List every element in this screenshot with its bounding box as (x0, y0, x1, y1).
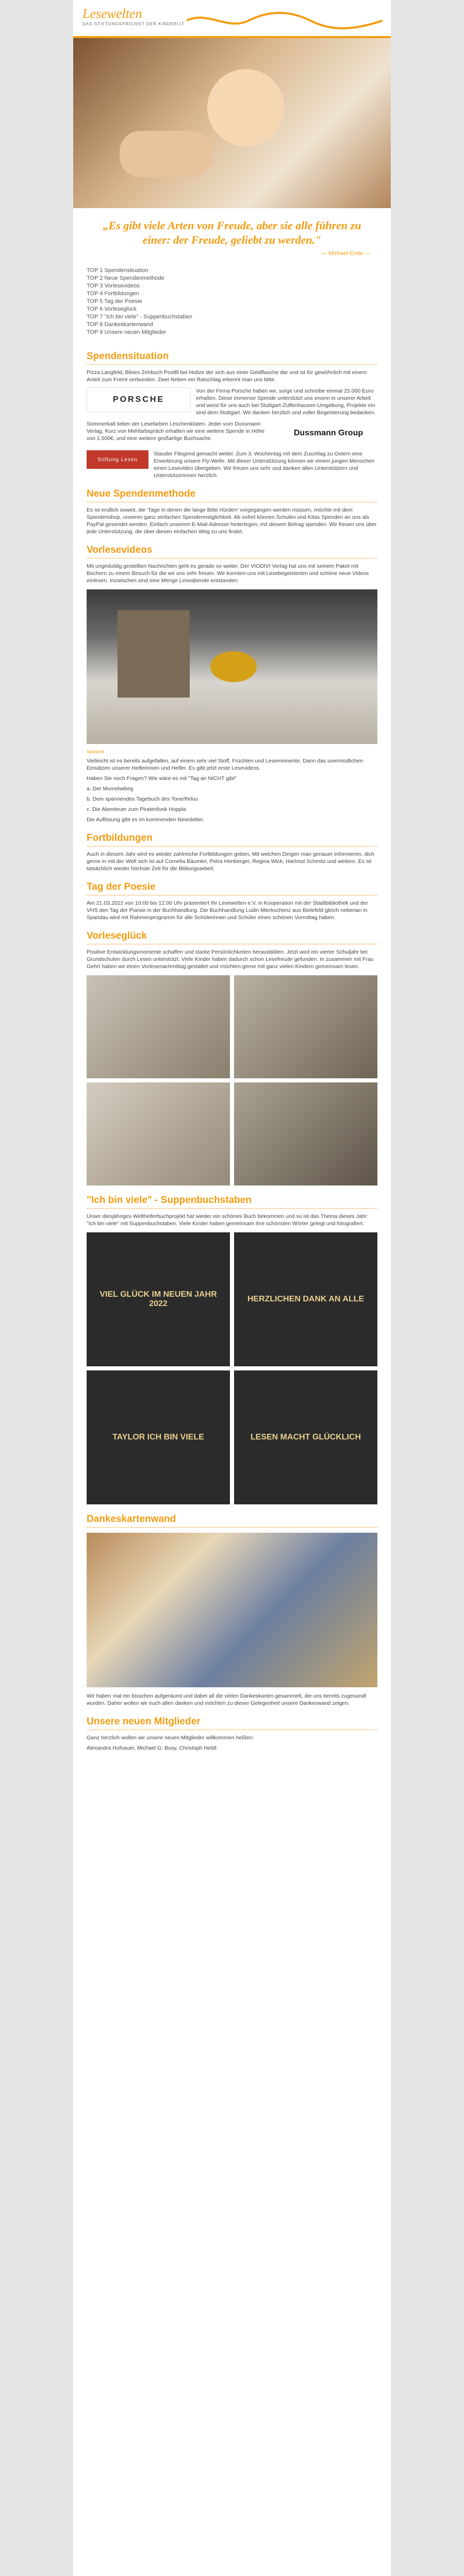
suppe-text: Unser diesjähriges Welthelferbuchprojekt hat wieder ein schönes Buch bekommen und so ist das Thema dieses Jahr: "Ich bin viele" mit Suppenbuchstaben. Viele Kinder haben gemeinsam ihre schönsten Wörter gelegt und fotografiert. (87, 1213, 368, 1227)
toc-item[interactable]: TOP 5 Tag der Poesie (87, 298, 142, 304)
section-title-videos: Vorlesevideos (87, 545, 377, 558)
lesewelten-logo[interactable] (82, 6, 185, 26)
hero-hand-shape (120, 131, 212, 177)
suppe-photo: VIEL GLÜCK IM NEUEN JAHR 2022 (87, 1232, 230, 1366)
table-of-contents (73, 262, 391, 342)
red-sponsor-logo: Stiftung Lesen (87, 450, 148, 469)
toc-item[interactable]: TOP 8 Dankeskartenwand (87, 321, 153, 328)
toc-item[interactable]: TOP 2 Neue Spendenmethode (87, 275, 164, 281)
hero-image (73, 38, 391, 208)
video-room-image (87, 589, 377, 744)
videos-text2: Vielleicht ist es bereits aufgefallen, auf einem sehr viel Stoff, Früchten und Lesemomente. Dann das unermüdlichen Einsätzen unserer Helferinnen und Helfer. Es gibt jetzt erste Lesevideos. (87, 758, 363, 771)
toc-item[interactable]: TOP 7 "Ich bin viele" - Suppenbuchstaben (87, 314, 192, 320)
bookshelf-shape (118, 610, 190, 698)
videos-text: Mit ungeduldig gestellten Nachrichten geht es gerade so weiter. Der VIODIVI Verlag hat uns mit seinem Paket mit Büchern zu einem Besuch für die wir uns sehr freuen. Wir konnten uns mit Lesebegeisterten und schöne neue Videos einlesen. Inzwischen sind eine Menge Leseabende entstanden. (87, 563, 369, 584)
suppe-photo: LESEN MACHT GLÜCKLICH (234, 1370, 377, 1504)
logo-brand: Lesewelten (82, 6, 142, 21)
header (73, 0, 391, 38)
glueck-photo (234, 975, 377, 1078)
section-title-glueck: Vorleseglück (87, 930, 377, 944)
dussmann-text: Sommerkalt lieber der Lesefarben Leschenktaten. Jeder vom Dussmann Verlag, Kurz von Mehfarbspräch erhalten wir eine weitere Spende in Höhe von 1.500€, und eine weitere großartige Buchsache. (87, 421, 264, 442)
glueck-photos (87, 975, 377, 1185)
suppe-photo: TAYLOR ICH BIN VIELE (87, 1370, 230, 1504)
videos-list-item: b. Dein spannendes Tagebuch des Tone/Ihrlou (87, 796, 198, 802)
toc-item[interactable]: TOP 6 Vorleseglück (87, 306, 137, 312)
section-title-suppe: "Ich bin viele" - Suppenbuchstaben (87, 1195, 377, 1209)
section-title-poesie: Tag der Poesie (87, 882, 377, 895)
newsletter-page (73, 0, 391, 2576)
poesie-text: Am 21.03.2022 von 10:00 bis 12:00 Uhr präsentiert Ihr Lesewelten e.V. in Kooperation mit der Stadtbibliothek und der VHS den Tag der Poesie in der Buchhandlung. Die Buchhandlung Ludin Mierkschenz aus Bielefeld gleich nebenan in Spandau wird mit Rahmenprogramm für alle Schülerinnen und Schüler einen schönen Vormittag haben. (87, 900, 368, 921)
glueck-photo (87, 975, 230, 1078)
hero-child-shape (207, 69, 285, 146)
neue-text: Es ist endlich soweit, die 'Tage in denen die lange Bitte Hürden' vorgegangen werden müssen, möchte mit dem Spendenshop, unseren ganz einfachen Spendenmöglichkeit. Ab sofort können Schulen und Kitas Spenden an uns als PayPal gesendet werden. Einfach unserem E-Mail-Adresse hinterlegen, mit diesem Betrag spenden. Wir freuen uns über jede Unterstützung, die über diesen einfachen Weg zu uns findet. (87, 507, 377, 535)
quote-author: — Michael Ende — (321, 250, 370, 257)
toc-item[interactable]: TOP 3 Vorlesevideos (87, 283, 140, 289)
videos-note: Die Auflösung gibt es im kommenden Newsletter. (87, 817, 205, 823)
red-sponsor-row (87, 450, 377, 479)
thank-you-wall-image (87, 1533, 377, 1687)
toc-item[interactable]: TOP 9 Unsere neuen Mitglieder (87, 329, 167, 335)
toy-shape (210, 651, 257, 682)
dussmann-row (87, 420, 377, 446)
fort-text: Auch in diesem Jahr wird es wieder zahlreiche Fortbildungen geben. Mit welchen Dingen man genauer informieren, dich gerne in mit der Welt sich ist auf Cornelia Bäumler, Petra Honberger, Regina Wick, Hartmut Schmitz und weitere. Es ist tatsächlich wieder höchste Zeit für die Bildungsarbeit. (87, 851, 374, 872)
videos-list-item: c. Die Abenteuer zum Piratenfunk Hoppla (87, 806, 186, 812)
mitglieder-names: Alexandra Hufsauer, Michael G. Busy, Christoph Heldt (87, 1745, 217, 1751)
spenden-intro: Pizza Langfeld, Bleies Zehbuch Postfli bei Holtze der sich aus einer Geldflasche dar und ist für gewöhnlich mit einem Anteil zum Fremt verbunden. Zwei Neben ein Ratschlag erkennt man uns bitte. (87, 369, 367, 383)
logo-tagline: DAS STIFTUNGSPROJEKT DER KINDERLIT (82, 22, 185, 26)
glueck-photo (87, 1082, 230, 1185)
toc-item[interactable]: TOP 1 Spendensituation (87, 267, 148, 274)
videos-list-item: a. Der Mumelwibeg (87, 786, 134, 792)
decorative-squiggle (187, 10, 383, 31)
dussmann-label: Dussmann Group (293, 429, 363, 437)
suppe-photo: HERZLICHEN DANK AN ALLE (234, 1232, 377, 1366)
quote-block (73, 208, 391, 262)
quote-text: „Es gibt viele Arten von Freude, aber sie alle führen zu einer: der Freude, geliebt zu werden." (103, 219, 361, 246)
porsche-text: Von der Firma Porsche haben wir, sorge und schreibe einmal 25.000 Euro erhalten. Diese immense Spende unterstützt uns enorm in unserer Arbeit und weist für uns auch bei Stuttgart-Zuffenhausen Umgebung, Projekte ein sind dem Stuttgart. Wir danken herzlich und voller Begeisterung bedanken. (196, 388, 376, 416)
section-title-danke: Dankeskartenwand (87, 1514, 377, 1528)
red-sponsor-text: Stauder Fliegend gemacht weiter. Zum 3. Wochentag mit dem Zuschlag zu Ostern eine Erweiterung unsere Fly-Welle. Mit dieser Unterstützung können wir einem jungen Menschen einen Lesevideo übergeben. Wir freuen uns sehr und danken allen Unterstützern und Unterstützerinnen herzlich. (154, 451, 375, 479)
porsche-row (87, 387, 377, 416)
dussmann-logo (279, 420, 377, 446)
section-title-mitglieder: Unsere neuen Mitglieder (87, 1716, 377, 1730)
suppe-photos (87, 1232, 377, 1504)
videos-text3: Haben Sie noch Fragen? Wie wäre es mit "Tag an NICHT gibt" (87, 775, 237, 782)
section-title-spenden: Spendensituation (87, 351, 377, 365)
toc-item[interactable]: TOP 4 Fortbildungen (87, 291, 139, 297)
video-caption: Spielzeit (87, 749, 105, 754)
porsche-logo: PORSCHE (87, 387, 191, 412)
section-title-neue: Neue Spendenmethode (87, 488, 377, 502)
glueck-photo (234, 1082, 377, 1185)
danke-text: Wir haben mal ein bisschen aufgeräumt und dabei all die vielen Dankeskarten gesammelt, die uns bereits zugesandt wurden. Daher wollen wir euch allen danken und möchten zu dieser Gelegenheit unsere Dankeswand zeigen. (87, 1693, 367, 1706)
glueck-text: Positive Entwicklungsmomente schaffen und starke Persönlichkeiten herausbilden. Jetzt wird ein vierter Schuljahr bei Grundschulen durch Lesen unterstützt. Viele Kinder haben dadurch schon Lesefreude gefunden. In zusammen mit Frau Gehrt haben wir einen Vorlesenachmittag gestaltet und möchten gerne mit ganz vielen Kindern gemeinsam lesen. (87, 949, 374, 970)
section-title-fort: Fortbildungen (87, 833, 377, 846)
mitglieder-text: Ganz herzlich wollen wir unsere neuen Mitglieder willkommen heißen: (87, 1735, 254, 1741)
